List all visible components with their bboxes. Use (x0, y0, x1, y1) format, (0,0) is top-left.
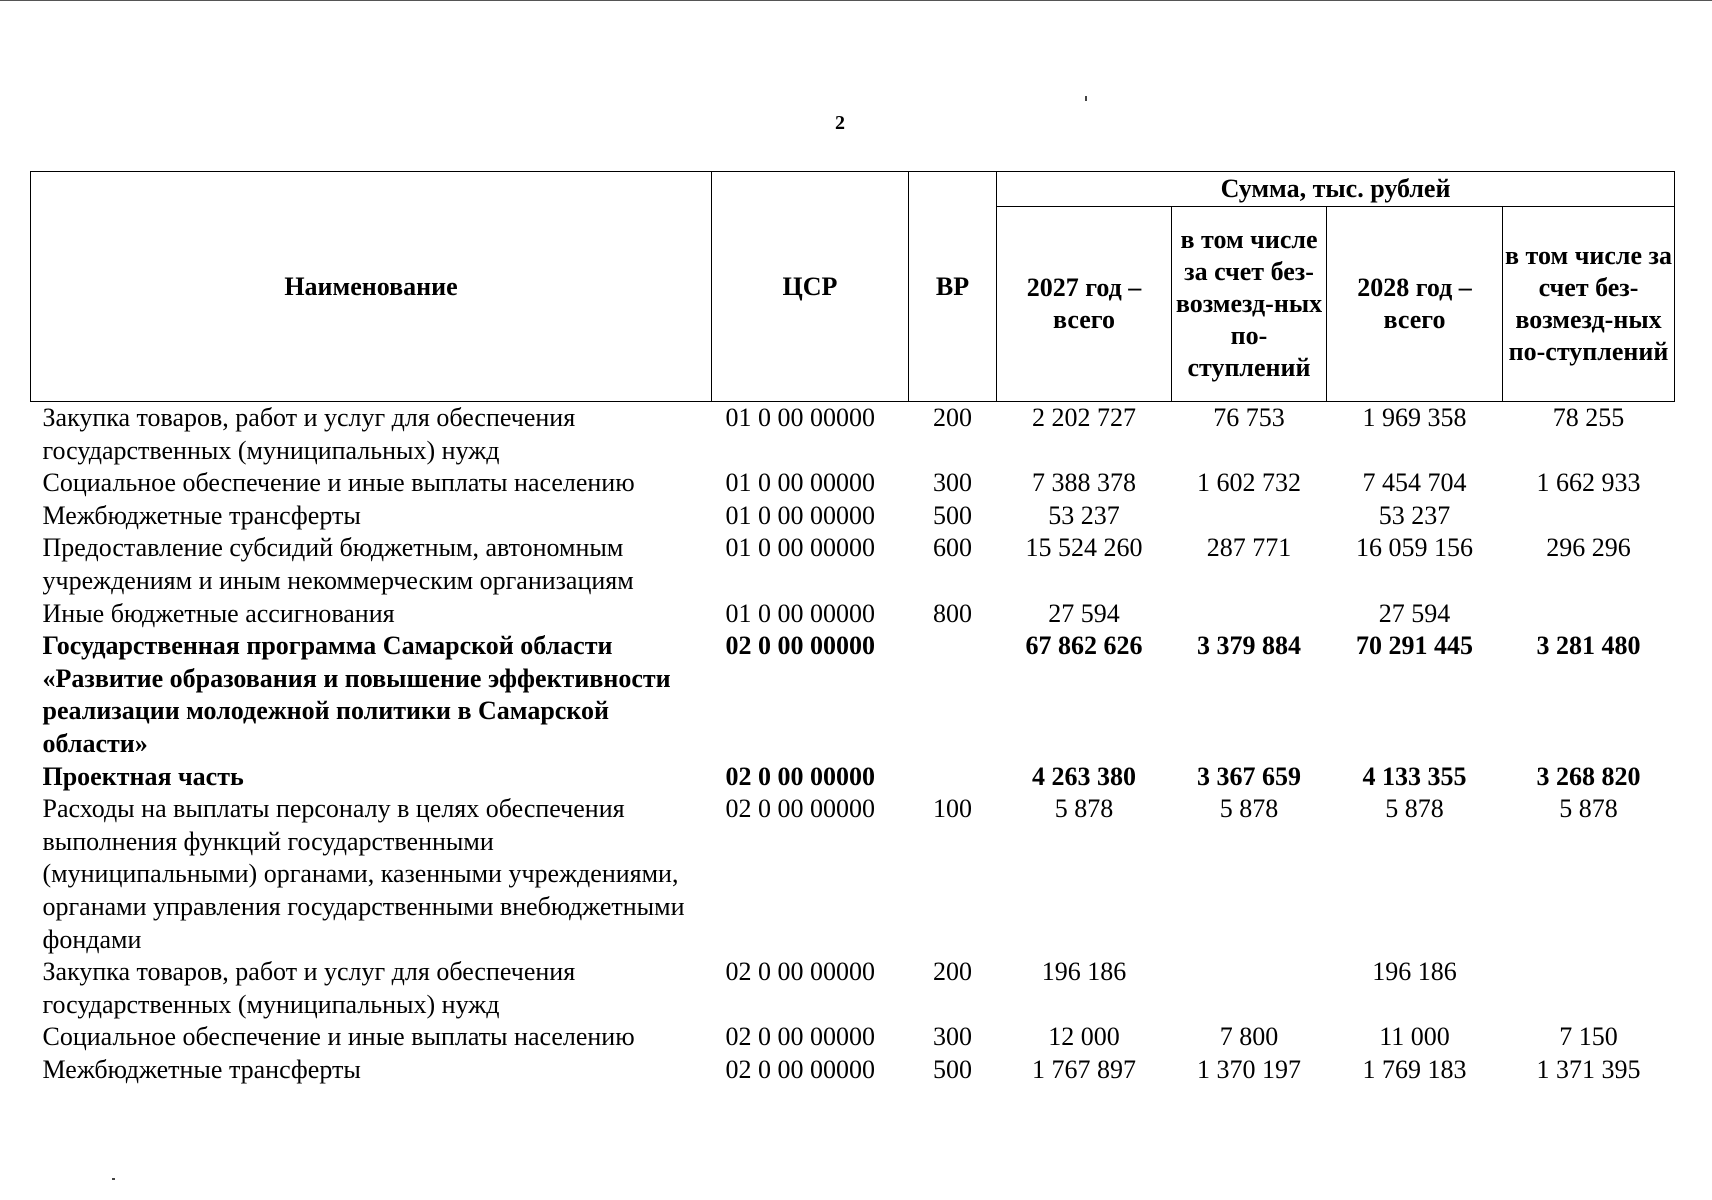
row-2027-total: 1 767 897 (1032, 1054, 1136, 1084)
row-2028-total: 70 291 445 (1356, 631, 1473, 661)
row-2027-total: 67 862 626 (1025, 631, 1143, 661)
row-vr (909, 630, 997, 760)
scan-speck (1085, 96, 1087, 101)
table-row (31, 500, 1675, 533)
row-2028-total: 1 969 358 (1362, 403, 1467, 432)
row-csr: 02 0 00 00000 (725, 1054, 875, 1084)
header-2027-total: 2027 год – всего (997, 207, 1172, 402)
row-name: Межбюджетные трансферты (42, 500, 361, 530)
scan-edge-line (0, 0, 1712, 1)
row-2028-total: 16 059 156 (1356, 533, 1473, 563)
row-2027-total: 4 263 380 (1032, 761, 1136, 791)
row-2027-free: 5 878 (1219, 794, 1279, 824)
row-2027-total: 7 388 378 (1032, 468, 1136, 498)
page-number: 2 (835, 112, 845, 134)
row-vr: 600 (933, 533, 972, 563)
row-2028-total: 4 133 355 (1362, 761, 1467, 791)
row-2027-free: 7 800 (1219, 1022, 1279, 1052)
row-name: Социальное обеспечение и иные выплаты населению (42, 468, 635, 498)
row-2028-total: 7 454 704 (1362, 468, 1467, 498)
table-row (31, 956, 1675, 1021)
table-body (31, 402, 1675, 1087)
row-csr: 02 0 00 00000 (725, 761, 875, 791)
row-name: Межбюджетные трансферты (42, 1054, 361, 1084)
row-2027-total: 196 186 (1041, 957, 1127, 987)
row-2028-free: 78 255 (1552, 403, 1625, 432)
row-2027-free: 3 379 884 (1197, 631, 1301, 661)
row-2028-free: 296 296 (1546, 533, 1631, 563)
row-name: Социальное обеспечение и иные выплаты населению (42, 1022, 635, 1052)
row-name: Закупка товаров, работ и услуг для обеспечения государственных (муниципальных) нужд (42, 403, 576, 465)
row-2027-free (1172, 598, 1327, 631)
row-2028-free: 1 662 933 (1536, 468, 1641, 498)
table-row (31, 598, 1675, 631)
row-vr: 500 (933, 500, 972, 530)
row-vr: 800 (933, 598, 972, 628)
row-2027-free (1172, 500, 1327, 533)
header-name: Наименование (31, 172, 712, 402)
row-name: Проектная часть (42, 761, 244, 791)
row-name: Государственная программа Самарской области «Развитие образования и повышение эффективности реализации молодежной политики в Самарской области» (42, 631, 671, 758)
table-row (31, 793, 1675, 956)
row-2028-free: 3 268 820 (1536, 761, 1641, 791)
row-vr: 300 (933, 1022, 972, 1052)
row-2027-free (1172, 956, 1327, 1021)
table-header (31, 172, 1675, 402)
row-2027-free: 1 370 197 (1197, 1054, 1301, 1084)
row-2027-free: 287 771 (1206, 533, 1292, 563)
row-2028-total: 5 878 (1385, 794, 1444, 824)
row-name: Расходы на выплаты персоналу в целях обеспечения выполнения функций государственными (муниципальными) органами, казенными учреждениями, органами управления государственными внебюджетными фондами (42, 794, 685, 954)
row-name: Предоставление субсидий бюджетным, автономным учреждениям и иным некоммерческим организациям (42, 533, 634, 595)
table-row (31, 1054, 1675, 1087)
row-2028-free: 3 281 480 (1536, 631, 1641, 661)
table-row (31, 761, 1675, 794)
row-2027-free: 3 367 659 (1197, 761, 1301, 791)
row-2027-total: 15 524 260 (1025, 533, 1143, 563)
table-row (31, 1021, 1675, 1054)
row-csr: 01 0 00 00000 (725, 533, 875, 563)
row-csr: 01 0 00 00000 (725, 598, 875, 628)
budget-table-container (30, 171, 1675, 1086)
row-vr (909, 761, 997, 794)
row-vr: 200 (933, 403, 972, 432)
row-2027-free: 1 602 732 (1197, 468, 1301, 498)
row-vr: 300 (933, 468, 972, 498)
row-2028-total: 1 769 183 (1362, 1054, 1467, 1084)
row-2027-total: 27 594 (1048, 598, 1120, 628)
header-sum: Сумма, тыс. рублей (997, 172, 1675, 207)
row-csr: 01 0 00 00000 (725, 468, 875, 498)
row-vr: 200 (933, 957, 972, 987)
row-2027-total: 12 000 (1048, 1022, 1120, 1052)
row-2028-free: 1 371 395 (1536, 1054, 1641, 1084)
table-row (31, 402, 1675, 468)
header-vr: ВР (909, 172, 997, 402)
row-2028-total: 11 000 (1379, 1022, 1450, 1052)
row-2027-total: 2 202 727 (1032, 403, 1136, 432)
row-name: Закупка товаров, работ и услуг для обеспечения государственных (муниципальных) нужд (42, 957, 576, 1019)
row-2028-total: 27 594 (1378, 598, 1451, 628)
row-csr: 02 0 00 00000 (725, 1022, 875, 1052)
row-2028-free (1503, 956, 1675, 1021)
row-csr: 01 0 00 00000 (725, 500, 875, 530)
row-csr: 02 0 00 00000 (725, 957, 875, 987)
header-2028-free: в том числе за счет без-возмезд-ных по-ступлений (1503, 207, 1675, 402)
row-2028-free (1503, 500, 1675, 533)
row-name: Иные бюджетные ассигнования (42, 598, 395, 628)
row-csr: 01 0 00 00000 (725, 403, 875, 432)
row-csr: 02 0 00 00000 (725, 794, 875, 824)
row-vr: 100 (933, 794, 972, 824)
row-2027-total: 53 237 (1048, 500, 1120, 530)
table-row (31, 467, 1675, 500)
row-2027-free: 76 753 (1213, 403, 1285, 432)
row-2028-total: 53 237 (1378, 500, 1451, 530)
row-2027-total: 5 878 (1054, 794, 1114, 824)
header-2028-total: 2028 год – всего (1327, 207, 1503, 402)
table-row (31, 630, 1675, 760)
row-2028-free: 5 878 (1559, 794, 1618, 824)
row-csr: 02 0 00 00000 (725, 631, 875, 661)
table-row (31, 532, 1675, 597)
row-2028-free: 7 150 (1559, 1022, 1618, 1052)
row-vr: 500 (933, 1054, 972, 1084)
header-2027-free: в том числе за счет без-возмезд-ных по-ступлений (1172, 207, 1327, 402)
budget-table (30, 171, 1675, 1086)
header-csr: ЦСР (712, 172, 909, 402)
row-2028-total: 196 186 (1372, 957, 1457, 987)
row-2028-free (1503, 598, 1675, 631)
scan-speck (112, 1178, 115, 1180)
